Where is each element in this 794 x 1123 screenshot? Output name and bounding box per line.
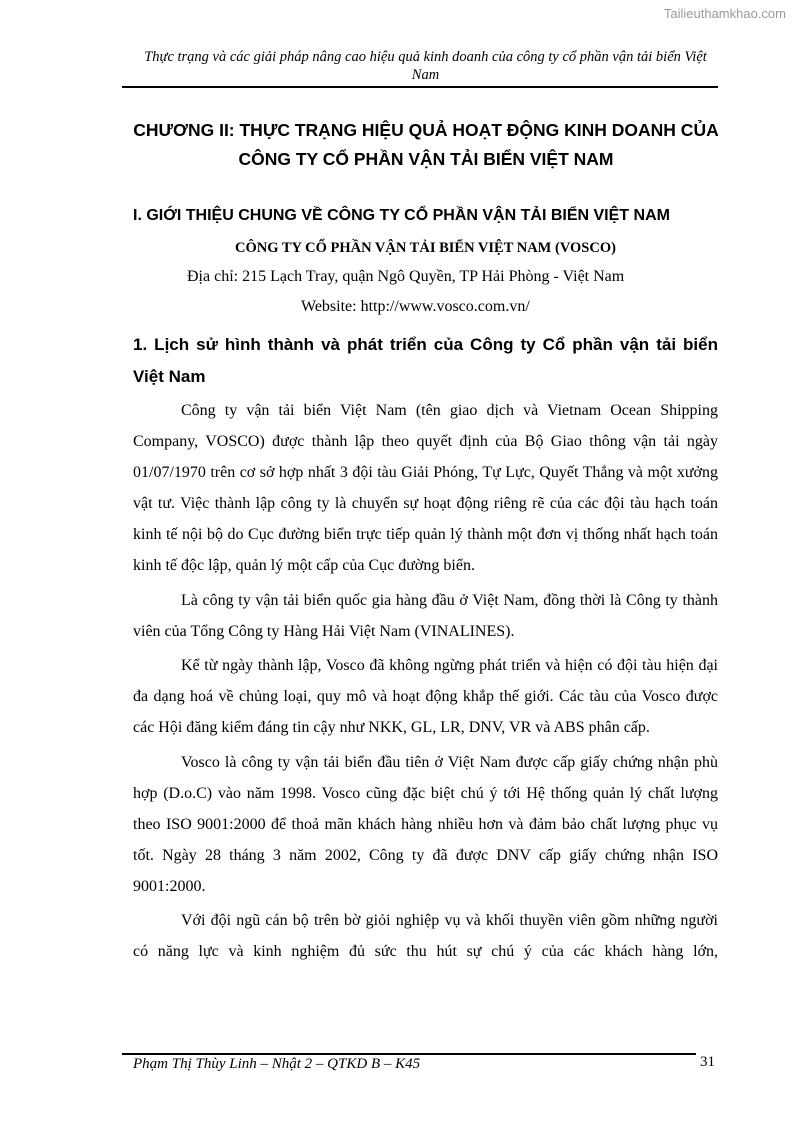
paragraph: Kể từ ngày thành lập, Vosco đã không ngừng phát triển và hiện có đội tàu hiện đại đa dạng hoá về chủng loại, quy mô và hoạt động khắp thế giới. Các tàu của Vosco được các Hội đăng kiểm đáng tin cậy như NKK, GL, LR, DNV, VR và ABS phân cấp. xyxy=(133,657,718,736)
footer-rule xyxy=(122,1053,696,1055)
paragraph: Với đội ngũ cán bộ trên bờ giỏi nghiệp vụ và khối thuyền viên gồm những người có năng lực và kinh nghiệm đủ sức thu hút sự chú ý của các khách hàng lớn, xyxy=(133,912,718,960)
paragraph: Vosco là công ty vận tải biển đầu tiên ở Việt Nam được cấp giấy chứng nhận phù hợp (D.o.C) vào năm 1998. Vosco cũng đặc biệt chú ý tới Hệ thống quản lý chất lượng theo ISO 9001:2000 để thoả mãn khách hàng nhiều hơn và đảm bảo chất lượng phục vụ tốt. Ngày 28 tháng 3 năm 2002, Công ty đã được DNV cấp giấy chứng nhận ISO 9001:2000. xyxy=(133,753,718,895)
watermark: Tailieuthamkhao.com xyxy=(663,6,786,21)
company-website: Website: http://www.vosco.com.vn/ xyxy=(301,298,530,315)
section-title: I. GIỚI THIỆU CHUNG VỀ CÔNG TY CỔ PHẦN VẬN TẢI BIỂN VIỆT NAM xyxy=(133,207,670,224)
company-name: CÔNG TY CỔ PHẦN VẬN TẢI BIỂN VIỆT NAM (VOSCO) xyxy=(235,240,616,256)
paragraph: Công ty vận tải biển Việt Nam (tên giao dịch và Vietnam Ocean Shipping Company, VOSCO) được thành lập theo quyết định của Bộ Giao thông vận tải ngày 01/07/1970 trên cơ sở hợp nhất 3 đội tàu Giải Phóng, Tự Lực, Quyết Thắng và một xưởng vật tư. Việc thành lập công ty là chuyển sự hoạt động riêng rẽ của các đội tàu hạch toán kinh tế nội bộ do Cục đường biển trực tiếp quản lý thành một đơn vị thống nhất hạch toán kinh tế độc lập, quản lý một cấp của Cục đường biển. xyxy=(133,402,718,574)
paragraph: Là công ty vận tải biển quốc gia hàng đầu ở Việt Nam, đồng thời là Công ty thành viên của Tổng Công ty Hàng Hải Việt Nam (VINALINES). xyxy=(133,591,718,640)
body-text xyxy=(133,395,718,971)
subsection-title: 1. Lịch sử hình thành và phát triển của Công ty Cổ phần vận tải biển Việt Nam xyxy=(133,335,718,386)
footer-author: Phạm Thị Thùy Linh – Nhật 2 – QTKD B – K45 xyxy=(133,1056,421,1072)
running-header: Thực trạng và các giải pháp nâng cao hiệu quả kinh doanh của công ty cổ phần vận tải biển Việt Nam xyxy=(144,49,707,83)
page-number: 31 xyxy=(700,1054,715,1070)
header-rule xyxy=(122,86,718,88)
chapter-title: CHƯƠNG II: THỰC TRẠNG HIỆU QUẢ HOẠT ĐỘNG KINH DOANH CỦA CÔNG TY CỔ PHẦN VẬN TẢI BIỂN VIỆT NAM xyxy=(133,120,719,169)
company-address: Địa chỉ: 215 Lạch Tray, quận Ngô Quyền, TP Hải Phòng - Việt Nam xyxy=(187,268,625,285)
